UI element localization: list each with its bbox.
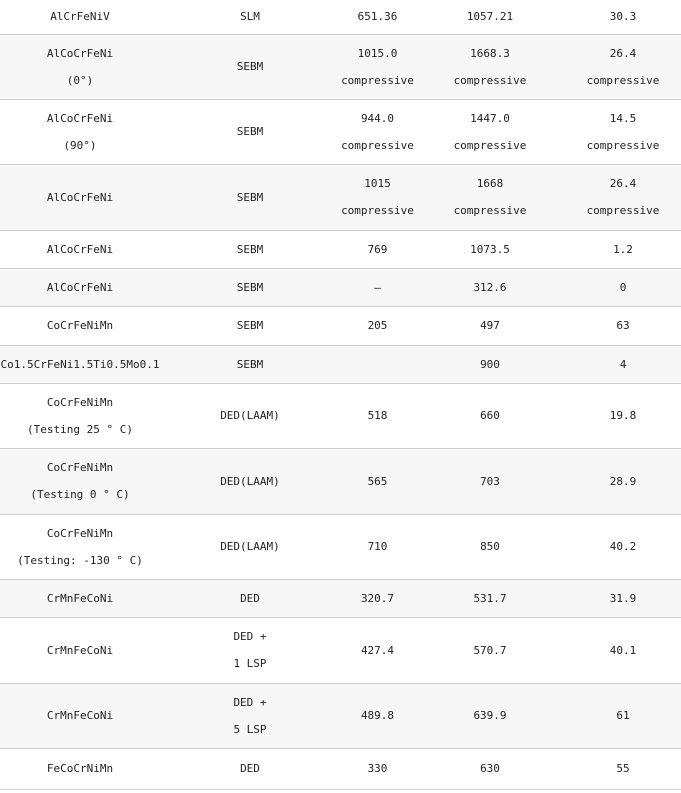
tensile-strength-cell-text: compressive (453, 73, 527, 87)
process-cell (160, 345, 340, 383)
elongation-cell-text: 1.2 (613, 242, 633, 256)
tensile-strength-cell (415, 579, 565, 617)
material-cell-text: Co1.5CrFeNi1.5Ti0.5Mo0.1 (0, 357, 160, 371)
elongation-cell (565, 99, 681, 164)
process-cell-text: SEBM (236, 125, 264, 138)
elongation-cell (565, 579, 681, 617)
tensile-strength-cell-text: compressive (453, 138, 527, 152)
process-cell-text: DED (240, 762, 260, 775)
table-row (0, 748, 681, 789)
yield-strength-cell-text: compressive (341, 73, 414, 87)
tensile-strength-cell-text: 570.7 (473, 643, 507, 657)
elongation-cell-text: compressive (586, 73, 660, 87)
material-cell-text: (0°) (66, 73, 94, 87)
elongation-cell-text: 61 (616, 709, 630, 722)
tensile-strength-cell-text: 1668 (476, 177, 504, 190)
process-cell-text: DED + (233, 630, 267, 643)
process-cell-text: DED(LAAM) (220, 540, 280, 553)
elongation-cell (565, 306, 681, 345)
material-cell (0, 34, 160, 99)
tensile-strength-cell (415, 0, 565, 34)
process-cell-text: SLM (240, 10, 260, 24)
yield-strength-cell-text: 1015 (364, 177, 391, 190)
tensile-strength-cell-text: 660 (480, 409, 500, 422)
elongation-cell-text: compressive (586, 138, 660, 152)
process-cell-text: SEBM (236, 319, 264, 332)
table-row (0, 345, 681, 383)
yield-strength-cell-text: 944.0 (360, 111, 395, 125)
tensile-strength-cell (415, 306, 565, 345)
yield-strength-cell (340, 383, 415, 448)
process-cell-text: DED + (233, 695, 267, 709)
table-row (0, 306, 681, 345)
elongation-cell-text: 0 (619, 280, 627, 294)
process-cell-text: SEBM (236, 357, 264, 371)
yield-strength-cell-text: 330 (367, 762, 388, 775)
yield-strength-cell (340, 164, 415, 230)
tensile-strength-cell-text: 703 (480, 474, 500, 488)
yield-strength-cell (340, 617, 415, 683)
material-cell (0, 448, 160, 514)
process-cell (160, 34, 340, 99)
elongation-cell (565, 230, 681, 268)
tensile-strength-cell (415, 268, 565, 306)
tensile-strength-cell (415, 448, 565, 514)
process-cell (160, 306, 340, 345)
elongation-cell-text: 14.5 (609, 111, 637, 125)
tensile-strength-cell-text: 1447.0 (470, 111, 510, 125)
tensile-strength-cell (415, 164, 565, 230)
yield-strength-cell-text: compressive (341, 138, 414, 152)
material-cell-text: CoCrFeNiMn (46, 526, 114, 540)
tensile-strength-cell-text: 900 (480, 357, 500, 371)
material-cell (0, 99, 160, 164)
process-cell-text: SEBM (236, 280, 264, 294)
tensile-strength-cell-text: 1057.21 (466, 10, 514, 24)
material-cell (0, 748, 160, 789)
elongation-cell (565, 383, 681, 448)
material-cell-text: AlCrFeNiV (50, 10, 110, 24)
material-cell (0, 0, 160, 34)
elongation-cell-text: 26.4 (609, 177, 637, 190)
tensile-strength-cell-text: 1668.3 (470, 46, 510, 60)
process-cell (160, 748, 340, 789)
table-row (0, 268, 681, 306)
material-cell-text: CoCrFeNiMn (46, 395, 114, 409)
table-row (0, 164, 681, 230)
yield-strength-cell (340, 579, 415, 617)
yield-strength-cell (340, 683, 415, 748)
process-cell (160, 448, 340, 514)
yield-strength-cell-text: 489.8 (360, 709, 395, 722)
process-cell-text: SEBM (236, 60, 264, 73)
elongation-cell-text: 40.1 (609, 643, 637, 657)
tensile-strength-cell-text: 1073.5 (470, 242, 510, 256)
table-row (0, 617, 681, 683)
tensile-strength-cell (415, 383, 565, 448)
material-cell-text: AlCoCrFeNi (46, 46, 114, 60)
table-row (0, 683, 681, 748)
material-cell-text: CrMnFeCoNi (46, 709, 114, 722)
process-cell (160, 383, 340, 448)
process-cell-text: DED(LAAM) (220, 474, 280, 488)
material-cell-text: AlCoCrFeNi (46, 280, 114, 294)
table-row (0, 448, 681, 514)
elongation-cell-text: 19.8 (609, 409, 637, 422)
yield-strength-cell-text: – (374, 280, 381, 294)
yield-strength-cell (340, 514, 415, 579)
elongation-cell (565, 268, 681, 306)
elongation-cell (565, 345, 681, 383)
material-cell-text: CrMnFeCoNi (46, 591, 114, 605)
yield-strength-cell-text: 320.7 (360, 591, 395, 605)
elongation-cell (565, 748, 681, 789)
elongation-cell (565, 0, 681, 34)
material-cell-text: AlCoCrFeNi (46, 242, 114, 256)
material-cell-text: (Testing 0 ° C) (30, 488, 130, 501)
tensile-strength-cell-text: compressive (453, 204, 527, 217)
yield-strength-cell (340, 230, 415, 268)
tensile-strength-cell-text: 531.7 (473, 591, 507, 605)
process-cell (160, 99, 340, 164)
yield-strength-cell (340, 748, 415, 789)
tensile-strength-cell (415, 683, 565, 748)
table-row (0, 34, 681, 99)
material-cell-text: (90°) (63, 138, 97, 152)
yield-strength-cell-text: 427.4 (360, 643, 395, 657)
elongation-cell-text: compressive (586, 204, 660, 217)
elongation-cell-text: 40.2 (609, 540, 637, 553)
process-cell (160, 683, 340, 748)
table-row (0, 383, 681, 448)
yield-strength-cell-text: 651.36 (357, 10, 398, 24)
elongation-cell-text: 4 (619, 357, 627, 371)
material-cell-text: CrMnFeCoNi (46, 643, 114, 657)
yield-strength-cell (340, 268, 415, 306)
elongation-cell (565, 164, 681, 230)
yield-strength-cell (340, 306, 415, 345)
table-row (0, 99, 681, 164)
yield-strength-cell-text: compressive (341, 204, 414, 217)
material-cell (0, 306, 160, 345)
process-cell (160, 579, 340, 617)
yield-strength-cell (340, 99, 415, 164)
table-row (0, 579, 681, 617)
tensile-strength-cell (415, 514, 565, 579)
process-cell-text: 1 LSP (233, 657, 267, 670)
process-cell-text: 5 LSP (233, 722, 267, 736)
tensile-strength-cell-text: 850 (480, 540, 500, 553)
yield-strength-cell-text: 769 (367, 242, 388, 256)
process-cell-text: DED(LAAM) (220, 409, 280, 422)
material-cell-text: AlCoCrFeNi (46, 190, 114, 204)
elongation-cell-text: 28.9 (609, 474, 637, 488)
process-cell-text: SEBM (236, 242, 264, 256)
material-cell (0, 345, 160, 383)
yield-strength-cell (340, 448, 415, 514)
elongation-cell-text: 55 (616, 762, 630, 775)
tensile-strength-cell (415, 34, 565, 99)
process-cell (160, 268, 340, 306)
material-cell-text: (Testing 25 ° C) (27, 422, 133, 436)
material-cell (0, 164, 160, 230)
tensile-strength-cell-text: 630 (480, 762, 500, 775)
elongation-cell (565, 34, 681, 99)
yield-strength-cell (340, 0, 415, 34)
elongation-cell-text: 31.9 (609, 591, 637, 605)
yield-strength-cell-text: 710 (367, 540, 388, 553)
process-cell-text: DED (240, 591, 260, 605)
tensile-strength-cell-text: 497 (480, 319, 500, 332)
elongation-cell (565, 514, 681, 579)
tensile-strength-cell-text: 312.6 (473, 280, 507, 294)
material-cell (0, 383, 160, 448)
process-cell (160, 0, 340, 34)
table-row (0, 514, 681, 579)
process-cell (160, 230, 340, 268)
process-cell (160, 514, 340, 579)
process-cell (160, 164, 340, 230)
yield-strength-cell-text: 1015.0 (357, 46, 398, 60)
elongation-cell-text: 26.4 (609, 46, 637, 60)
elongation-cell-text: 63 (616, 319, 630, 332)
elongation-cell (565, 448, 681, 514)
material-cell-text: FeCoCrNiMn (46, 762, 114, 775)
material-cell-text: CoCrFeNiMn (46, 461, 114, 474)
tensile-strength-cell-text: 639.9 (473, 709, 507, 722)
material-cell (0, 683, 160, 748)
material-cell-text: (Testing: -130 ° C) (17, 553, 143, 567)
table-row (0, 230, 681, 268)
material-cell-text: CoCrFeNiMn (46, 319, 114, 332)
process-cell-text: SEBM (236, 190, 264, 204)
tensile-strength-cell (415, 99, 565, 164)
tensile-strength-cell (415, 230, 565, 268)
material-cell (0, 579, 160, 617)
material-cell (0, 617, 160, 683)
elongation-cell-text: 30.3 (609, 10, 637, 24)
tensile-strength-cell (415, 617, 565, 683)
elongation-cell (565, 683, 681, 748)
yield-strength-cell-text: 565 (367, 474, 388, 488)
material-cell-text: AlCoCrFeNi (46, 111, 114, 125)
yield-strength-cell (340, 34, 415, 99)
tensile-strength-cell (415, 345, 565, 383)
yield-strength-cell-text: 518 (367, 409, 388, 422)
yield-strength-cell (340, 345, 415, 383)
table-row (0, 0, 681, 34)
material-cell (0, 268, 160, 306)
material-cell (0, 514, 160, 579)
tensile-strength-cell (415, 748, 565, 789)
material-cell (0, 230, 160, 268)
process-cell (160, 617, 340, 683)
elongation-cell (565, 617, 681, 683)
yield-strength-cell-text: 205 (367, 319, 388, 332)
